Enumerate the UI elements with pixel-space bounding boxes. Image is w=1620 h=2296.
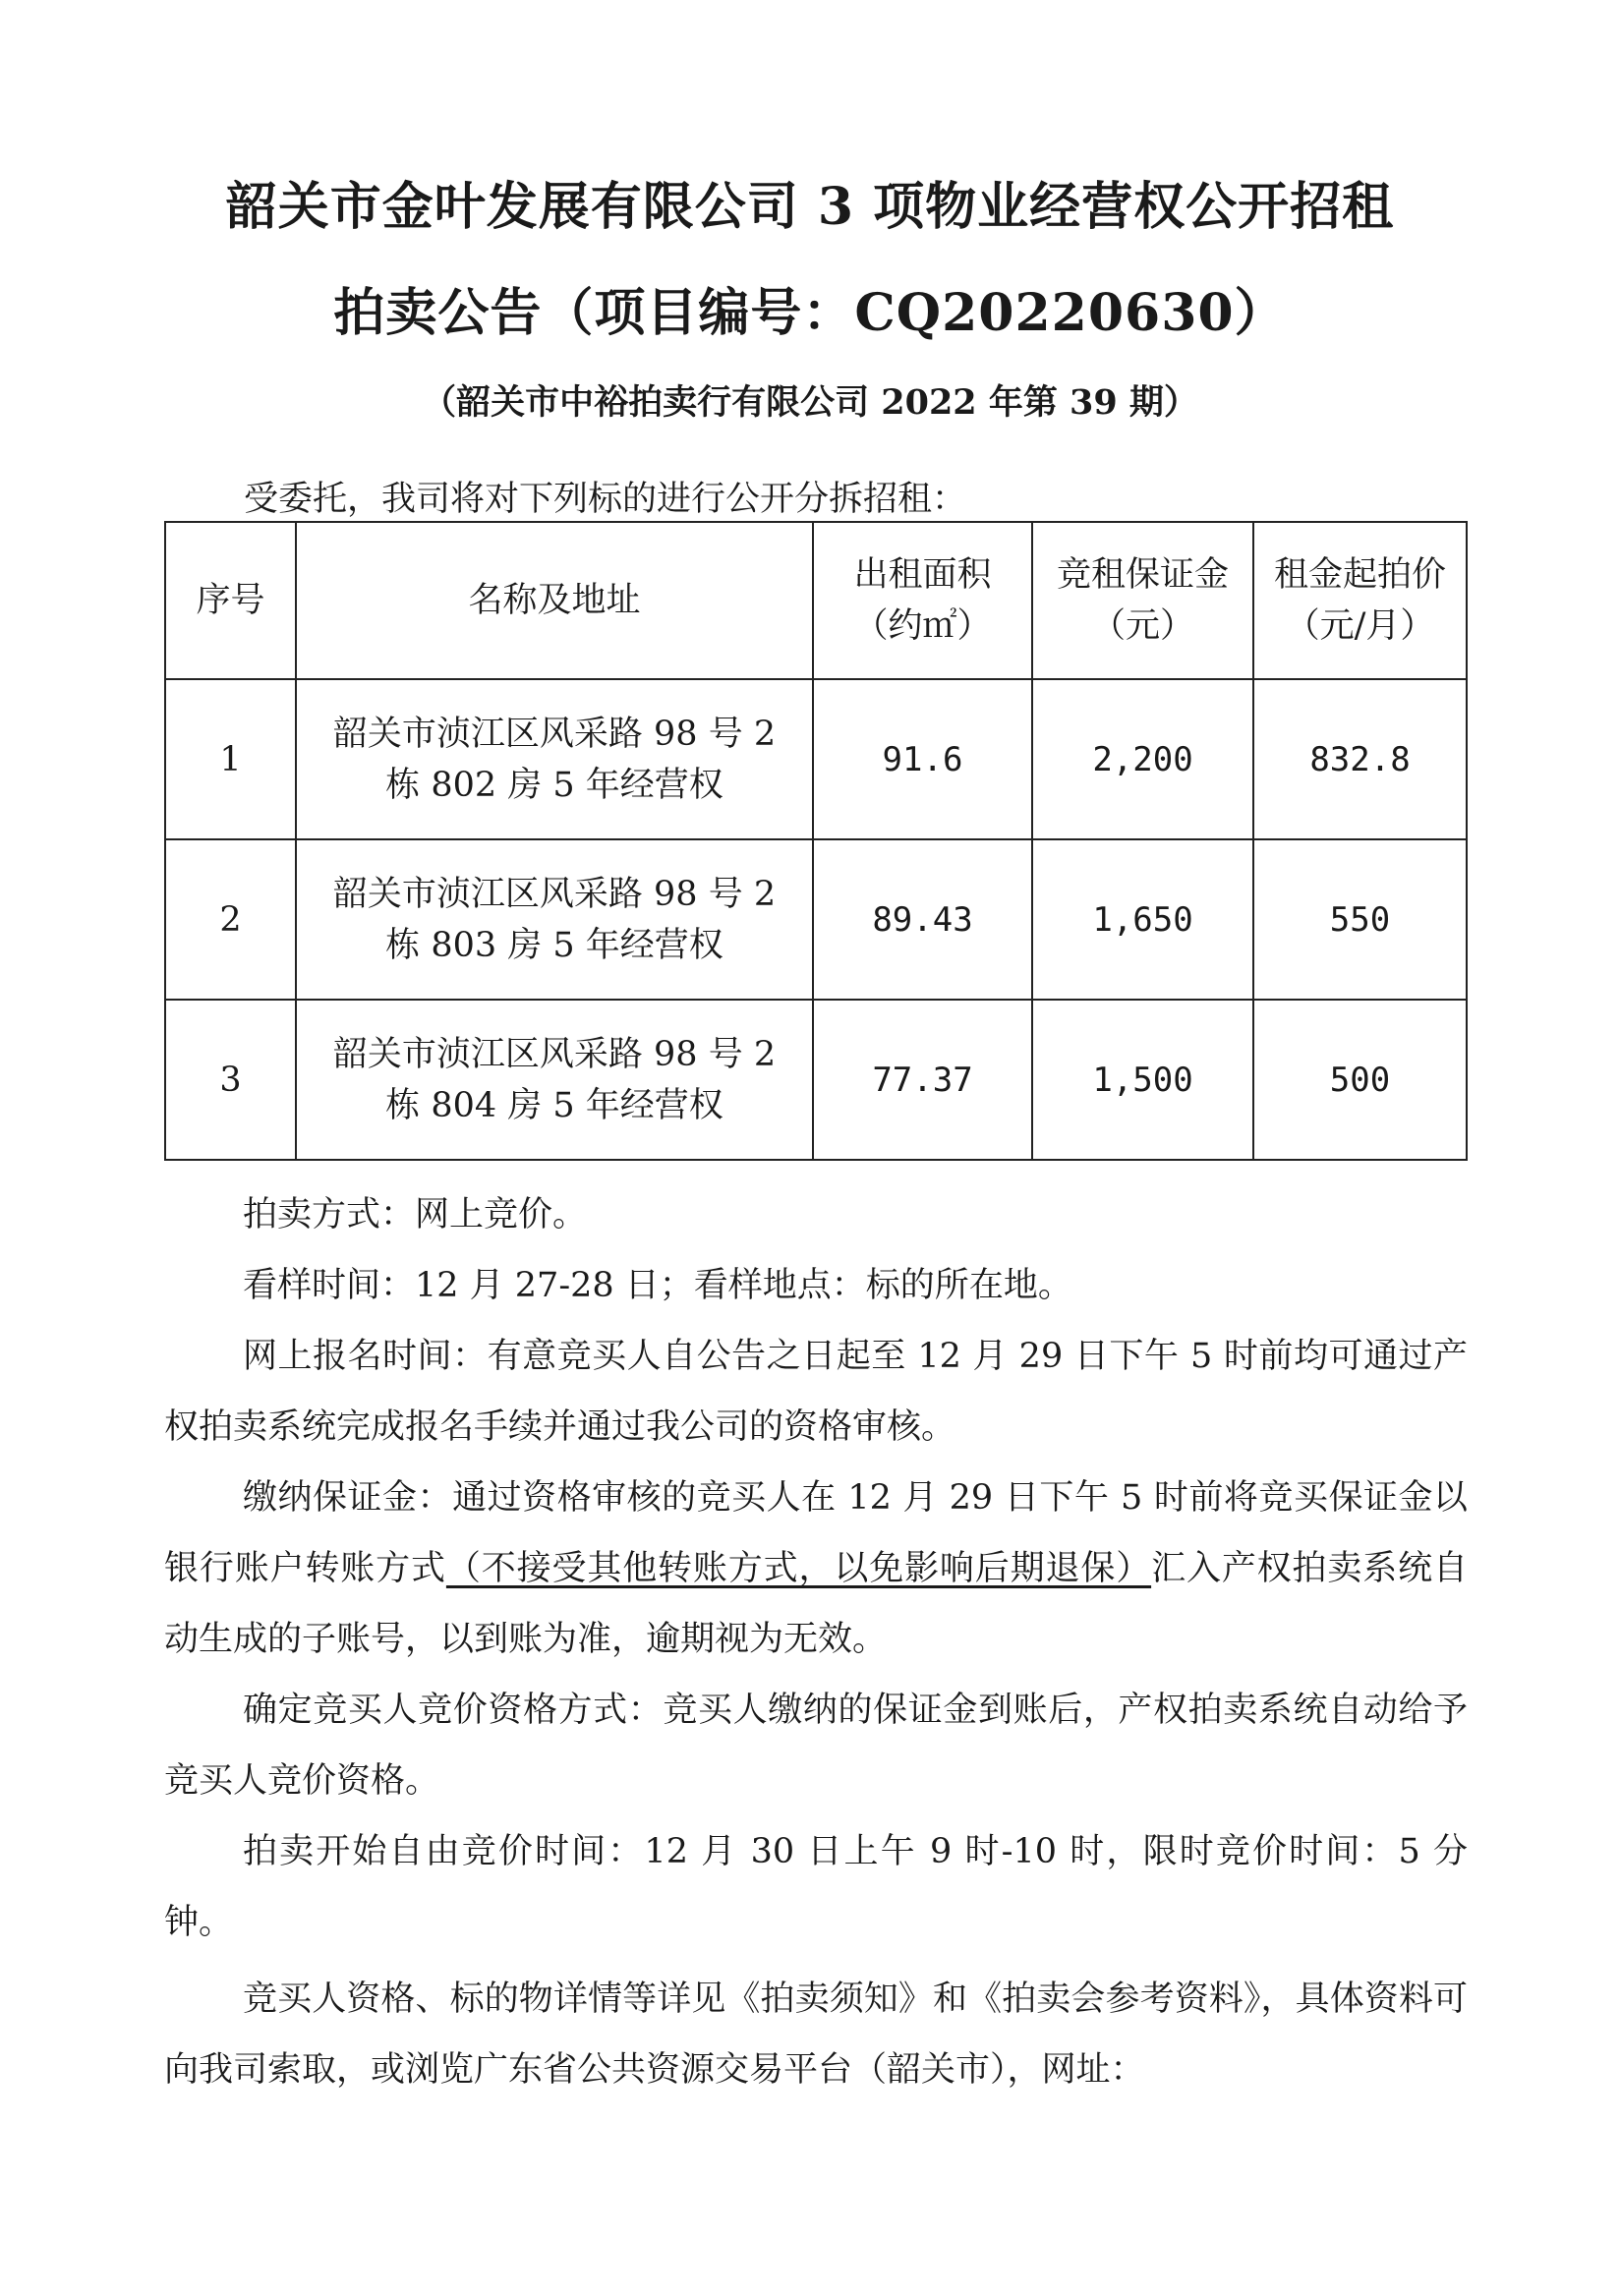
paragraph-bidding-time: 拍卖开始自由竞价时间：12 月 30 日上午 9 时-10 时，限时竞价时间：5 分钟。 bbox=[164, 1832, 1468, 1942]
table-row bbox=[165, 1000, 1467, 1160]
row-name-line2: 栋 804 房 5 年经营权 bbox=[385, 1085, 723, 1125]
announcement-subtitle: （韶关市中裕拍卖行有限公司 2022 年第 39 期） bbox=[422, 382, 1198, 423]
row-deposit: 1,500 bbox=[1032, 1000, 1253, 1160]
deposit-text-a: 缴纳保证金：通过资格审核的竞买人在 12 月 29 日下午 5 时前将竞买保证金以银行账户转账方式 bbox=[164, 1478, 1468, 1588]
row-name-line1: 韶关市浈江区风采路 98 号 2 bbox=[332, 874, 777, 914]
deposit-underlined-note: （不接受其他转账方式，以免影响后期退保） bbox=[445, 1549, 1152, 1588]
row-area: 91.6 bbox=[813, 679, 1032, 839]
paragraph-registration: 网上报名时间：有意竞买人自公告之日起至 12 月 29 日下午 5 时前均可通过产权拍卖系统完成报名手续并通过我公司的资格审核。 bbox=[164, 1337, 1468, 1447]
lease-items-table bbox=[164, 521, 1468, 1161]
table-header-row bbox=[165, 522, 1467, 679]
header-name: 名称及地址 bbox=[296, 522, 813, 679]
paragraph-viewing: 看样时间：12 月 27-28 日；看样地点：标的所在地。 bbox=[243, 1266, 1072, 1305]
header-area-line1: 出租面积 bbox=[853, 555, 992, 595]
row-area: 77.37 bbox=[813, 1000, 1032, 1160]
row-name-line1: 韶关市浈江区风采路 98 号 2 bbox=[332, 1034, 777, 1074]
paragraph-details: 竞买人资格、标的物详情等详见《拍卖须知》和《拍卖会参考资料》，具体资料可向我司索取，或浏览广东省公共资源交易平台（韶关市），网址： bbox=[164, 1980, 1468, 2090]
row-name bbox=[296, 1000, 813, 1160]
header-price-line2: （元/月） bbox=[1285, 606, 1435, 646]
header-price-line1: 租金起拍价 bbox=[1273, 555, 1446, 595]
row-price: 832.8 bbox=[1253, 679, 1467, 839]
row-price: 550 bbox=[1253, 839, 1467, 1000]
header-area-line2: （约㎡） bbox=[853, 606, 992, 646]
row-name bbox=[296, 679, 813, 839]
row-seq: 2 bbox=[165, 839, 296, 1000]
row-name bbox=[296, 839, 813, 1000]
row-seq: 3 bbox=[165, 1000, 296, 1160]
paragraph-deposit bbox=[164, 1463, 1468, 1675]
announcement-title-line1: 韶关市金叶发展有限公司 3 项物业经营权公开招租 bbox=[225, 177, 1395, 237]
table-row bbox=[165, 839, 1467, 1000]
deposit-text-b: 汇入产权拍卖系统自动生成的子账号，以到账为准，逾期视为无效。 bbox=[164, 1549, 1468, 1659]
paragraph-auction-method: 拍卖方式：网上竞价。 bbox=[243, 1195, 588, 1234]
header-area bbox=[813, 522, 1032, 679]
row-deposit: 2,200 bbox=[1032, 679, 1253, 839]
header-deposit-line1: 竞租保证金 bbox=[1056, 555, 1229, 595]
header-seq: 序号 bbox=[165, 522, 296, 679]
row-seq: 1 bbox=[165, 679, 296, 839]
paragraph-qualification: 确定竞买人竞价资格方式：竞买人缴纳的保证金到账后，产权拍卖系统自动给予竞买人竞价资格。 bbox=[164, 1691, 1468, 1801]
table-row bbox=[165, 679, 1467, 839]
row-name-line2: 栋 803 房 5 年经营权 bbox=[385, 925, 723, 965]
announcement-body bbox=[164, 1179, 1468, 2105]
header-deposit bbox=[1032, 522, 1253, 679]
header-price bbox=[1253, 522, 1467, 679]
row-name-line1: 韶关市浈江区风采路 98 号 2 bbox=[332, 714, 777, 754]
header-deposit-line2: （元） bbox=[1090, 606, 1194, 646]
row-price: 500 bbox=[1253, 1000, 1467, 1160]
row-area: 89.43 bbox=[813, 839, 1032, 1000]
row-name-line2: 栋 802 房 5 年经营权 bbox=[385, 765, 723, 805]
intro-text: 受委托，我司将对下列标的进行公开分拆招租： bbox=[244, 480, 967, 519]
announcement-title-line2: 拍卖公告（项目编号：CQ20220630） bbox=[333, 283, 1287, 343]
row-deposit: 1,650 bbox=[1032, 839, 1253, 1000]
